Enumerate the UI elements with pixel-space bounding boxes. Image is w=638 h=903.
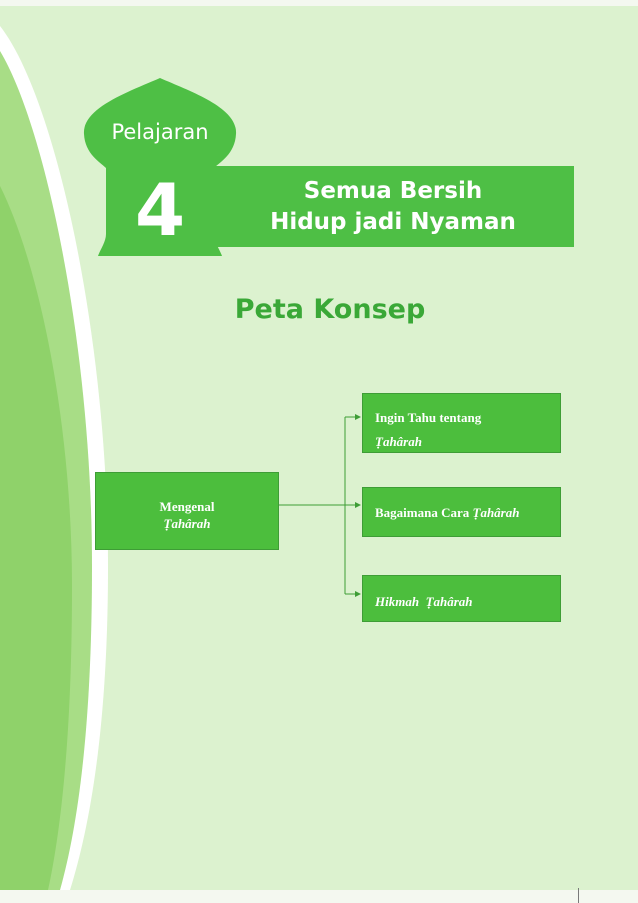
concept-root-line-2: Ṭahârah <box>163 516 211 531</box>
lesson-label: Pelajaran <box>111 120 209 144</box>
arrow-head <box>355 414 361 420</box>
concept-branch-box-3 <box>362 575 561 622</box>
lesson-title-line-2: Hidup jadi Nyaman <box>270 209 516 235</box>
concept-branch-1-line-2: Ṭahârah <box>375 434 422 449</box>
page-corner-mark <box>578 888 579 903</box>
concept-branch-box-1 <box>362 393 561 453</box>
lesson-number: 4 <box>134 168 186 252</box>
concept-root-line-1: Mengenal <box>159 499 215 514</box>
arrow-head <box>355 591 361 597</box>
page <box>0 6 638 890</box>
arrow-head <box>355 502 361 508</box>
lesson-title-line-1: Semua Bersih <box>303 178 483 204</box>
concept-root-box <box>95 472 279 550</box>
concept-branch-1-line-1: Ingin Tahu tentang <box>375 410 482 425</box>
concept-branch-2-prefix: Bagaimana Cara <box>375 505 470 520</box>
page-bottom-margin <box>0 890 638 903</box>
concept-map-heading: Peta Konsep <box>234 294 426 325</box>
concept-branch-box-2 <box>362 487 561 537</box>
concept-branch-2-term: Ṭahârah <box>472 505 520 520</box>
concept-branch-3-text: Hikmah Ṭahârah <box>375 594 473 609</box>
